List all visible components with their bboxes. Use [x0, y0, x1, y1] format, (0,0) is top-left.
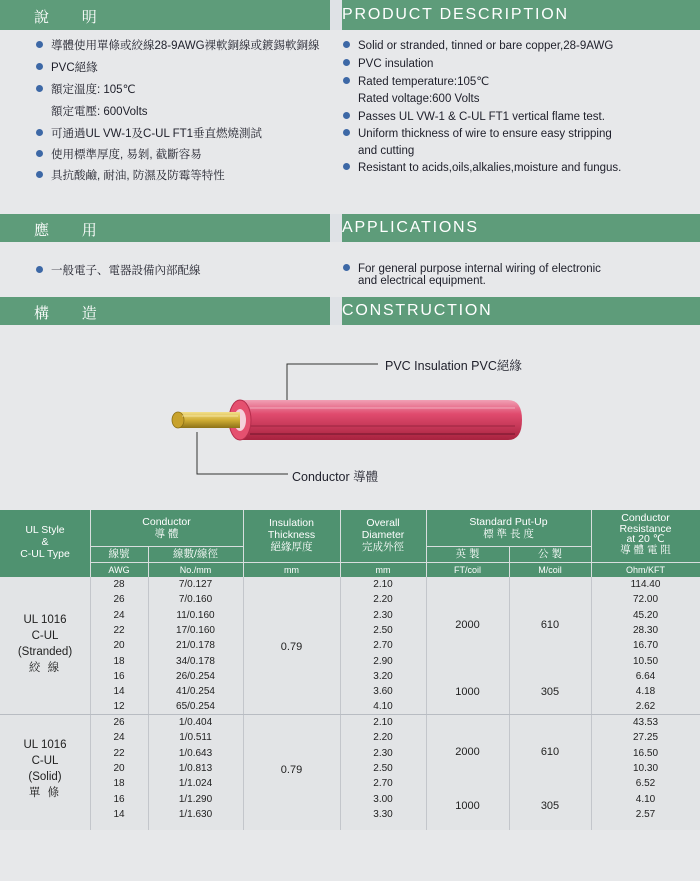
insulation-leader-line [287, 364, 378, 400]
table-cell-res: 6.52 [635, 778, 656, 790]
applications-en-item: For general purpose internal wiring of electronic and electrical equipment. [343, 263, 601, 287]
stranded-type-label: UL 1016 C-UL (Stranded) 絞 線 [17, 614, 73, 674]
table-cell-od: 3.00 [373, 793, 393, 805]
table-cell-awg: 14 [113, 808, 125, 820]
table-cell-awg: 20 [113, 762, 125, 774]
stranded-m-610: 610 [540, 619, 560, 631]
table-cell-no: 1/1.290 [178, 793, 213, 805]
solid-thickness: 0.79 [280, 764, 303, 776]
band-divider [330, 297, 342, 325]
solid-type-label: UL 1016 C-UL (Solid) 單 條 [23, 739, 67, 799]
list-item: PVC絕緣 [36, 61, 98, 75]
table-cell-awg: 24 [113, 609, 125, 621]
solid-m-305: 305 [540, 800, 560, 812]
table-cell-res: 4.18 [635, 686, 656, 698]
solid-ft-2000: 2000 [455, 746, 480, 758]
construction-header-band [0, 297, 700, 325]
table-cell-res: 45.20 [632, 609, 659, 621]
header-ft-unit: FT/coil [454, 565, 481, 575]
description-title-en: PRODUCT DESCRIPTION [342, 6, 569, 23]
conductor-label: Conductor 導體 [292, 470, 379, 484]
list-item: Rated temperature:105℃ [343, 75, 489, 89]
header-overall-diameter: Overall Diameter 完成外徑 [361, 517, 405, 553]
conductor-core [172, 412, 240, 428]
table-cell-res: 10.50 [632, 655, 659, 667]
table-cell-awg: 20 [113, 640, 125, 652]
table-cell-no: 34/0.178 [176, 655, 215, 667]
applications-zh-item: 一般電子、電器設備內部配線 [36, 264, 201, 278]
table-cell-awg: 18 [113, 778, 125, 790]
table-cell-no: 65/0.254 [176, 701, 215, 713]
table-cell-od: 2.20 [373, 594, 393, 606]
table-cell-awg: 22 [113, 747, 125, 759]
table-cell-od: 2.50 [373, 762, 393, 774]
table-cell-awg: 28 [113, 579, 125, 590]
table-cell-no: 1/0.643 [178, 747, 213, 759]
table-cell-res: 114.40 [630, 579, 661, 590]
table-cell-res: 16.70 [632, 640, 659, 652]
bullet-icon [343, 163, 350, 170]
table-cell-res: 27.25 [632, 732, 659, 744]
header-strand: 線數/線徑 [173, 548, 218, 560]
list-item: Resistant to acids,oils,alkalies,moisture and fungus. [343, 161, 621, 175]
description-title-zh: 說 明 [34, 8, 111, 26]
table-cell-od: 2.50 [373, 624, 393, 636]
list-item: 額定溫度: 105℃ [36, 83, 136, 97]
list-item: Passes UL VW-1 & C-UL FT1 vertical flame test. [343, 110, 605, 124]
bullet-icon [343, 59, 350, 66]
bullet-icon [343, 129, 350, 136]
table-cell-no: 7/0.160 [178, 594, 213, 606]
list-item: Rated voltage:600 Volts [358, 93, 480, 105]
header-resistance: Conductor Resistance at 20 ℃ 導 體 電 阻 [619, 512, 672, 556]
header-insulation: Insulation Thickness 絕緣厚度 [267, 517, 316, 553]
stranded-m-305: 305 [540, 686, 560, 698]
header-conductor: Conductor 導 體 [142, 516, 191, 540]
stranded-ft-1000: 1000 [455, 686, 480, 698]
list-item: and cutting [358, 145, 415, 157]
table-cell-od: 3.30 [373, 808, 393, 820]
table-cell-no: 1/0.511 [179, 732, 212, 744]
bullet-icon [36, 129, 43, 136]
bullet-icon [36, 63, 43, 70]
construction-title-zh: 構 造 [34, 304, 111, 322]
header-insulation-unit: mm [284, 565, 299, 575]
table-cell-od: 2.20 [373, 732, 393, 744]
applications-title-en: APPLICATIONS [342, 219, 479, 236]
table-cell-awg: 16 [113, 670, 125, 682]
list-item: Solid or stranded, tinned or bare copper,28-9AWG [343, 39, 613, 53]
table-cell-res: 10.30 [632, 762, 659, 774]
table-cell-od: 2.70 [373, 640, 393, 652]
bullet-icon [343, 77, 350, 84]
band-divider [330, 0, 342, 30]
table-cell-od: 3.60 [373, 686, 393, 698]
insulation-body [229, 400, 522, 440]
table-cell-od: 2.10 [373, 579, 393, 590]
construction-title-en: CONSTRUCTION [342, 302, 493, 319]
table-cell-od: 2.10 [373, 717, 393, 728]
list-item: 使用標準厚度, 易剝, 截斷容易 [36, 148, 202, 162]
table-cell-od: 2.90 [373, 655, 393, 667]
list-item: 額定電壓: 600Volts [51, 106, 148, 118]
header-m-unit: M/coil [538, 565, 562, 575]
table-cell-od: 2.70 [373, 778, 393, 790]
table-cell-no: 11/0.160 [176, 609, 215, 621]
table-cell-od: 4.10 [373, 701, 393, 713]
table-cell-no: 1/1.630 [178, 808, 213, 820]
table-cell-od: 2.30 [373, 747, 393, 759]
table-cell-res: 43.53 [632, 717, 659, 728]
table-cell-no: 1/0.813 [178, 762, 213, 774]
header-ul-style: UL Style & C-UL Type [20, 524, 70, 560]
table-cell-res: 16.50 [632, 747, 659, 759]
stranded-thickness: 0.79 [280, 641, 303, 653]
table-cell-res: 2.62 [635, 701, 656, 713]
description-header-band [0, 0, 700, 30]
table-cell-awg: 16 [113, 793, 125, 805]
table-cell-no: 1/1.024 [178, 778, 213, 790]
table-cell-no: 17/0.160 [176, 624, 215, 636]
table-cell-awg: 14 [113, 686, 125, 698]
list-item: 具抗酸鹼, 耐油, 防濕及防霉等特性 [36, 169, 225, 183]
bullet-icon [36, 85, 43, 92]
table-cell-awg: 26 [113, 594, 125, 606]
table-cell-awg: 22 [113, 624, 125, 636]
stranded-ft-2000: 2000 [455, 619, 480, 631]
list-item: 可通過UL VW-1及C-UL FT1垂直燃燒測試 [36, 127, 262, 141]
header-ft: 英 製 [455, 548, 480, 560]
header-put-up: Standard Put-Up 標 準 長 度 [469, 516, 548, 540]
list-item: Uniform thickness of wire to ensure easy stripping [343, 127, 612, 141]
bullet-icon [343, 41, 350, 48]
bullet-icon [36, 150, 43, 157]
header-m: 公 製 [538, 548, 562, 560]
table-cell-res: 2.57 [635, 808, 656, 820]
band-divider [330, 214, 342, 242]
insulation-label: PVC Insulation PVC絕緣 [385, 359, 522, 373]
header-awg-unit: AWG [108, 565, 130, 575]
table-cell-awg: 24 [113, 732, 125, 744]
list-item: 導體使用單條或絞線28-9AWG裸軟銅線或鍍錫軟銅線 [36, 39, 320, 53]
bullet-icon [36, 41, 43, 48]
table-cell-awg: 26 [113, 717, 125, 728]
spec-table [0, 510, 700, 830]
table-cell-res: 6.64 [635, 670, 656, 682]
bullet-icon [343, 264, 350, 271]
bullet-icon [343, 112, 350, 119]
header-strand-unit: No./mm [179, 565, 212, 575]
list-item: PVC insulation [343, 57, 433, 71]
header-awg: 線號 [108, 548, 130, 560]
table-cell-res: 28.30 [632, 624, 659, 636]
table-cell-no: 21/0.178 [176, 640, 215, 652]
table-header [0, 510, 700, 577]
solid-ft-1000: 1000 [455, 800, 480, 812]
applications-title-zh: 應 用 [34, 221, 111, 239]
table-cell-awg: 18 [113, 655, 125, 667]
bullet-icon [36, 171, 43, 178]
table-cell-no: 26/0.254 [176, 670, 215, 682]
table-cell-no: 1/0.404 [178, 717, 213, 728]
header-overall-unit: mm [375, 565, 391, 575]
table-cell-od: 3.20 [373, 670, 393, 682]
table-cell-no: 7/0.127 [178, 579, 213, 590]
table-cell-res: 4.10 [635, 793, 656, 805]
table-cell-awg: 12 [113, 701, 125, 713]
header-resistance-unit: Ohm/KFT [625, 565, 665, 575]
bullet-icon [36, 266, 43, 273]
table-cell-od: 2.30 [373, 609, 393, 621]
applications-header-band [0, 214, 700, 242]
table-cell-no: 41/0.254 [176, 686, 215, 698]
table-cell-res: 72.00 [632, 594, 659, 606]
solid-m-610: 610 [540, 746, 560, 758]
